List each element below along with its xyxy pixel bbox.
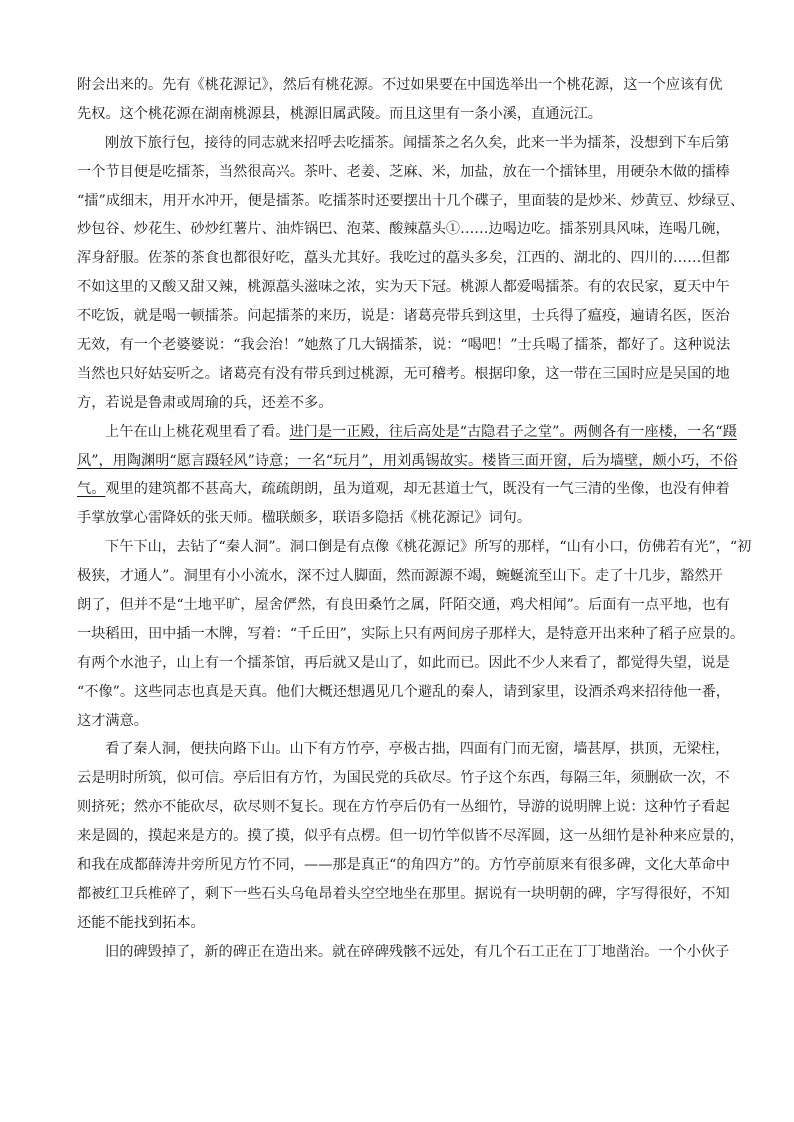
paragraph — [77, 418, 738, 534]
text-line — [77, 475, 730, 504]
text-line: 还能不能找到拓本。 — [77, 914, 205, 931]
text-line: 极狭，才通人”。洞里有小小流水，深不过人脚面，然而源源不竭，蜿蜒流至山下。走了十几步，豁然开 — [77, 568, 723, 585]
text-line: 这才满意。 — [77, 712, 148, 729]
text-line — [77, 418, 737, 447]
text-line: 云是明时所筑，似可信。亭后旧有方竹，为国民党的兵砍尽。竹子这个东西，每隔三年，须删砍一次，不 — [77, 770, 730, 787]
text-line: 浑身舒服。佐茶的茶食也都很好吃，藠头尤其好。我吃过的藠头多矣，江西的、湖北的、四川的……但都 — [77, 250, 730, 267]
text-line: “不像”。这些同志也真是天真。他们大概还想遇见几个避乱的秦人，请到家里，设酒杀鸡来招待他一番， — [77, 683, 730, 700]
text-line: 下午下山，去钻了“秦人洞”。洞口倒是有点像《桃花源记》所写的那样，“山有小口，仿佛若有光”，“初 — [105, 539, 752, 556]
text-line: 一块稻田，田中插一木牌，写着：“千丘田”，实际上只有两间房子那样大，是特意开出来种了稻子应景的。 — [77, 625, 745, 642]
text-line: 方，若说是鲁肃或周瑜的兵，还差不多。 — [77, 394, 333, 411]
text-line: 都被红卫兵椎碎了，剩下一些石头乌龟昂着头空空地坐在那里。据说有一块明朝的碑，字写得很好，不知 — [77, 885, 730, 902]
text-line: 无效，有一个老婆婆说：“我会治！”她熬了几大锅擂茶，说：“喝吧！”士兵喝了擂茶，都好了。这种说法 — [77, 337, 731, 354]
text-line: 当然也只好姑妄听之。诸葛亮有没有带兵到过桃源，无可稽考。根据印象，这一带在三国时应是吴国的地 — [77, 365, 730, 382]
text-line: 刚放下旅行包，接待的同志就来招呼去吃擂茶。闻擂茶之名久矣，此来一半为擂茶，没想到下车后第 — [105, 134, 730, 151]
paragraph — [77, 129, 745, 418]
paragraph — [77, 71, 722, 129]
text-line: 炒包谷、炒花生、砂炒红薯片、油炸锅巴、泡菜、酸辣藠头①……边喝边吃。擂茶别具风味，连喝几碗， — [77, 221, 730, 238]
text-line: 不如这里的又酸又甜又辣，桃源藠头滋味之浓，实为天下冠。桃源人都爱喝擂茶。有的农民家，夏天中午 — [77, 279, 730, 296]
paragraph — [77, 735, 744, 937]
text-line: 旧的碑毁掉了，新的碑正在造出来。就在碎碑残骸不远处，有几个石工正在丁丁地凿治。一个小伙子 — [105, 943, 730, 960]
text-segment: 观里的建筑都不甚高大，疏疏朗朗，虽为道观，却无甚道士气，既没有一气三清的坐像，也没有伸着 — [105, 481, 730, 498]
text-line: 和我在成都薛涛井旁所见方竹不同，——那是真正“的角四方”的。方竹亭前原来有很多碑，文化大革命中 — [77, 857, 730, 874]
text-line: 来是圆的，摸起来是方的。摸了摸，似乎有点楞。但一切竹竿似皆不尽浑圆，这一丛细竹是补种来应景的， — [77, 828, 744, 845]
article-body — [77, 71, 752, 967]
text-line: 看了秦人洞，便扶向路下山。山下有方竹亭，亭极古拙，四面有门而无窗，墙甚厚，拱顶，无梁柱， — [105, 741, 730, 758]
text-line: 先权。这个桃花源在湖南桃源县，桃源旧属武陵。而且这里有一条小溪，直通沅江。 — [77, 105, 602, 122]
text-line: 不吃饭，就是喝一顿擂茶。问起擂茶的来历，说是：诸葛亮带兵到这里，士兵得了瘟疫，遍请名医，医治 — [77, 308, 730, 325]
text-line: 有两个水池子，山上有一个擂茶馆，再后就又是山了，如此而已。因此不少人来看了，都觉得失望，说是 — [77, 654, 730, 671]
text-line: 一个节目便是吃擂茶，当然很高兴。茶叶、老姜、芝麻、米，加盐，放在一个擂钵里，用硬杂木做的擂棒 — [77, 163, 730, 180]
text-line: 则挤死；然亦不能砍尽，砍尽则不复长。现在方竹亭后仍有一丛细竹，导游的说明牌上说：这种竹子看起 — [77, 799, 730, 816]
text-line: “擂”成细末，用开水冲开，便是擂茶。吃擂茶时还要摆出十几个碟子，里面装的是炒米、炒黄豆、炒绿豆、 — [77, 192, 745, 209]
text-line: 朗了，但并不是“土地平旷，屋舍俨然，有良田桑竹之属，阡陌交通，鸡犬相闻”。后面有一点平地，也有 — [77, 597, 730, 614]
underlined-passage: 进门是一正殿，往后高处是“古隐君子之堂”。两侧各有一座楼，一名“蹑 — [289, 423, 737, 440]
underlined-passage: 气。 — [77, 481, 106, 498]
text-segment: 上午在山上桃花观里看了看。 — [105, 423, 290, 440]
text-line — [77, 447, 738, 476]
text-line: 附会出来的。先有《桃花源记》，然后有桃花源。不过如果要在中国选举出一个桃花源，这一个应该有优 — [77, 77, 723, 93]
text-line: 手掌放掌心雷降妖的张天师。楹联颇多，联语多隐括《桃花源记》词句。 — [77, 510, 532, 527]
paragraph — [77, 938, 730, 967]
underlined-passage: 风”，用陶渊明“愿言蹑轻风”诗意；一名“玩月”，用刘禹锡故实。楼皆三面开窗，后为墙壁，颇小巧，不俗 — [77, 452, 738, 469]
paragraph — [77, 533, 752, 735]
